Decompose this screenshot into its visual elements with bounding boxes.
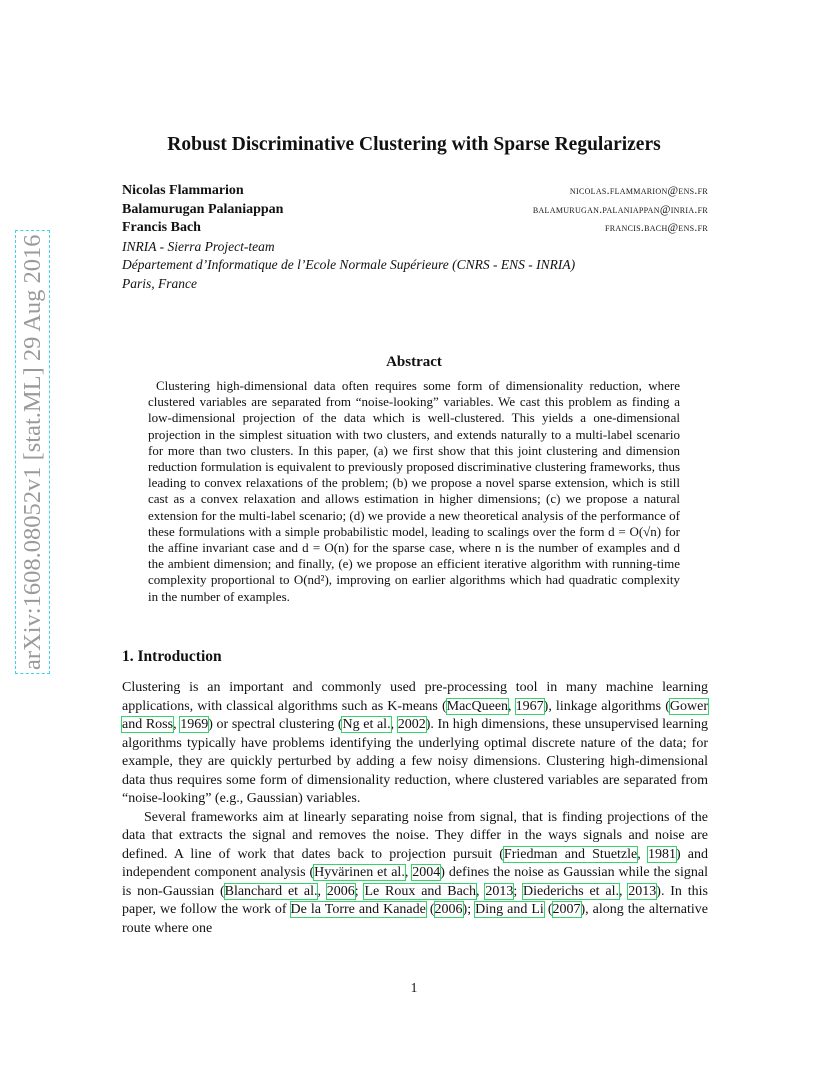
text-run: ) and independent component analysis (: [122, 846, 708, 880]
text-run: ), along the alternative route where one: [122, 902, 708, 936]
text-run: ) or spectral clustering (: [208, 717, 343, 732]
text-run: ), linkage algorithms (: [543, 698, 670, 714]
text-run: Several frameworks aim at linearly separating noise from signal, that is finding projections of the data that extracts the signal and removes the noise. They differ in the ways signals and noise are defined. A line of work that dates back to projection pursuit (: [122, 809, 708, 862]
text-run: ). In this paper, we follow the work of: [122, 883, 708, 917]
text-run: ,: [508, 698, 516, 714]
affiliation-line: INRIA - Sierra Project-team: [122, 238, 275, 254]
author-row: [122, 182, 708, 201]
citation-link[interactable]: Diederichs et al.: [523, 883, 619, 899]
text-run: Clustering is an important and commonly used pre-processing tool in many machine learning applications, with classical algorithms such as K-means (: [122, 680, 708, 714]
text-run: );: [462, 902, 476, 917]
citation-link[interactable]: MacQueen: [446, 698, 509, 714]
citation-link[interactable]: De la Torre and Kanade: [290, 902, 426, 917]
citation-link[interactable]: Ng et al.: [342, 717, 391, 732]
author-name: Francis Bach: [122, 220, 201, 235]
text-run: ,: [317, 883, 327, 899]
citation-link[interactable]: 1981: [647, 846, 676, 862]
author-row: [122, 219, 708, 238]
citation-link[interactable]: 2006: [326, 883, 355, 899]
citation-link[interactable]: Hyvärinen et al.: [314, 865, 405, 880]
text-run: ,: [637, 846, 648, 862]
citation-link[interactable]: 1967: [515, 698, 544, 714]
author-row: [122, 201, 708, 220]
citation-link[interactable]: Le Roux and Bach: [364, 883, 476, 899]
citation-link[interactable]: Blanchard et al.: [224, 883, 318, 899]
paper-title: Robust Discriminative Clustering with Sparse Regularizers: [167, 134, 661, 155]
paragraph: [122, 809, 708, 939]
citation-link[interactable]: 2007: [552, 902, 581, 917]
affiliation-line: Paris, France: [122, 275, 197, 291]
text-run: (: [425, 902, 435, 917]
text-run: ;: [513, 883, 524, 899]
text-run: ,: [390, 717, 398, 732]
citation-link[interactable]: Friedman and Stuetzle: [503, 846, 638, 862]
author-email[interactable]: nicolas.flammarion@ens.fr: [569, 185, 708, 197]
author-email[interactable]: balamurugan.palaniappan@inria.fr: [532, 203, 708, 216]
citation-link[interactable]: 2006: [434, 902, 463, 917]
abstract-text: Clustering high-dimensional data often requires some form of dimensionality reduction, where clustered variables are separated from “noise-looking” variables. We cast this problem as finding a low-dimensional projection of the data which is well-clustered. This yields a one-dimensional projection in the simplest situation with two clusters, and extends naturally to a multi-label scenario for more than two clusters. In this paper, (a) we first show that this joint clustering and dimension reduction formulation is equivalent to previously proposed discriminative clustering frameworks, thus leading to convex relaxations of the problem; (b) we propose a novel sparse extension, which is still cast as a convex relaxation and allows estimation in higher dimensions; (c) we propose a natural extension for the multi-label scenario; (d) we provide a new theoretical analysis of the performance of these formulations with a simple probabilistic model, leading to scalings over the form d = O(√n) for the affine invariant case and d = O(n) for the sparse case, where n is the number of examples and d the ambient dimension; and finally, (e) we propose an efficient iterative algorithm with running-time complexity proportional to O(nd²), improving on earlier algorithms which had quadratic complexity in the number of examples.: [148, 378, 680, 604]
citation-link[interactable]: 2002: [397, 717, 426, 732]
author-block: [122, 182, 708, 293]
text-run: ;: [354, 883, 365, 899]
author-email[interactable]: francis.bach@ens.fr: [605, 222, 708, 234]
text-run: ,: [618, 883, 629, 899]
citation-link[interactable]: 2013: [485, 883, 514, 899]
citation-link[interactable]: 1969: [180, 717, 209, 732]
abstract-heading: Abstract: [386, 354, 442, 370]
page-number: 1: [410, 980, 418, 995]
author-name: Balamurugan Palaniappan: [122, 201, 284, 217]
citation-link[interactable]: Ding and Li: [475, 902, 544, 917]
citation-link[interactable]: 2004: [412, 865, 441, 880]
text-run: ,: [404, 865, 413, 880]
section-heading-introduction: 1. Introduction: [122, 648, 222, 665]
citation-link[interactable]: Gower and Ross: [122, 698, 708, 732]
citation-link[interactable]: 2013: [628, 883, 657, 899]
paragraph: [122, 679, 708, 809]
text-run: ,: [173, 717, 181, 732]
introduction-body: [122, 679, 708, 938]
text-run: (: [543, 902, 553, 917]
affiliation-line: Département d’Informatique de l’Ecole Normale Supérieure (CNRS - ENS - INRIA): [122, 257, 576, 272]
text-run: ,: [476, 883, 486, 899]
author-name: Nicolas Flammarion: [122, 183, 244, 198]
text-run: ) defines the noise as Gaussian while the signal is non-Gaussian (: [122, 865, 708, 899]
text-run: ). In high dimensions, these unsupervised learning algorithms typically have problems identifying the underlying optimal discrete nature of the data; for example, they are quickly perturbed by adding a few noisy dimensions. Clustering high-dimensional data thus requires some form of dimensionality reduction, where clustered variables are separated from “noise-looking” (e.g., Gaussian) variables.: [122, 717, 709, 806]
arxiv-identifier-text[interactable]: arXiv:1608.08052v1 [stat.ML] 29 Aug 2016: [19, 234, 46, 670]
